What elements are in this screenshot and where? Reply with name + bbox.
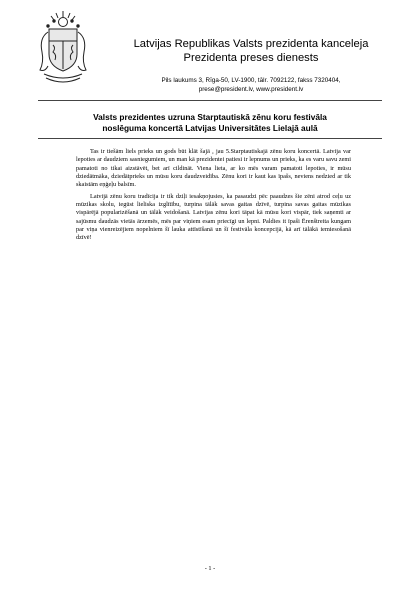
header-divider — [38, 100, 382, 101]
contact-line: prese@president.lv, www.president.lv — [198, 86, 304, 93]
paragraph: Latvijā zēnu koru tradīcija ir tik dziļi iesakņojusies, ka pasaudzi pēc paaudzes šie zēni atrod ceļu uz mūzikas skolu, iegūst lieliska izglītību, turpina tālāk savas gaitas dzīvē, turpina savas gaitas mūzikas vispārējā popularizēšanā un tālāk veidošanā. Latvijas zēnu kori tāpat kā mūsu kori vispār, tiek saņemti ar sajūsmu daudzās vietās ārzemēs, mēs par viņiem esam priecīgi un lepni. Paldies it īpaši Ērenštreita kungam par viņa vienreizējiem nopelniem šī lauka attīstīšanā un šī festivāla koncepcijā, kā arī tālākā iemiesošanā dzīvē! — [76, 192, 351, 242]
organization-name: Latvijas Republikas Valsts prezidenta kanceleja — [133, 38, 369, 50]
title-line: noslēguma koncertā Latvijas Universitātes Lielajā aulā — [102, 123, 318, 133]
page-number: - 1 - — [204, 565, 216, 572]
latvian-coat-of-arms-icon — [36, 8, 90, 88]
department-name: Prezidenta preses dienests — [183, 52, 319, 64]
speech-body — [76, 148, 351, 246]
document-title — [40, 112, 380, 134]
address-line: Pils laukums 3, Rīga-50, LV-1900, tālr. 7092122, fakss 7320404, — [161, 77, 341, 84]
paragraph: Tas ir tiešām liels prieks un gods būt klāt šajā , jau 5.Starptautiskajā zēnu koru koncertā. Latvija var lepoties ar daudziem sasniegumiem, un man kā prezidentei patiesi ir lepnums un prieks, ka es varu savu zemi pamatoti no tikai aizstāvēt, bet arī cildināt. Viena lieta, ar ko mēs varam pamatoti lepoties, ir mūsu dziedātmāka, dziedātprieks un mūsu koru daudzveidība. Zēnu kori ir kaut kas īpašs, neviens nedzied ar tik skaistām eņģeļu balsīm. — [76, 148, 351, 189]
title-line: Valsts prezidentes uzruna Starptautiskā zēnu koru festivāla — [93, 112, 327, 122]
title-divider — [38, 138, 382, 139]
